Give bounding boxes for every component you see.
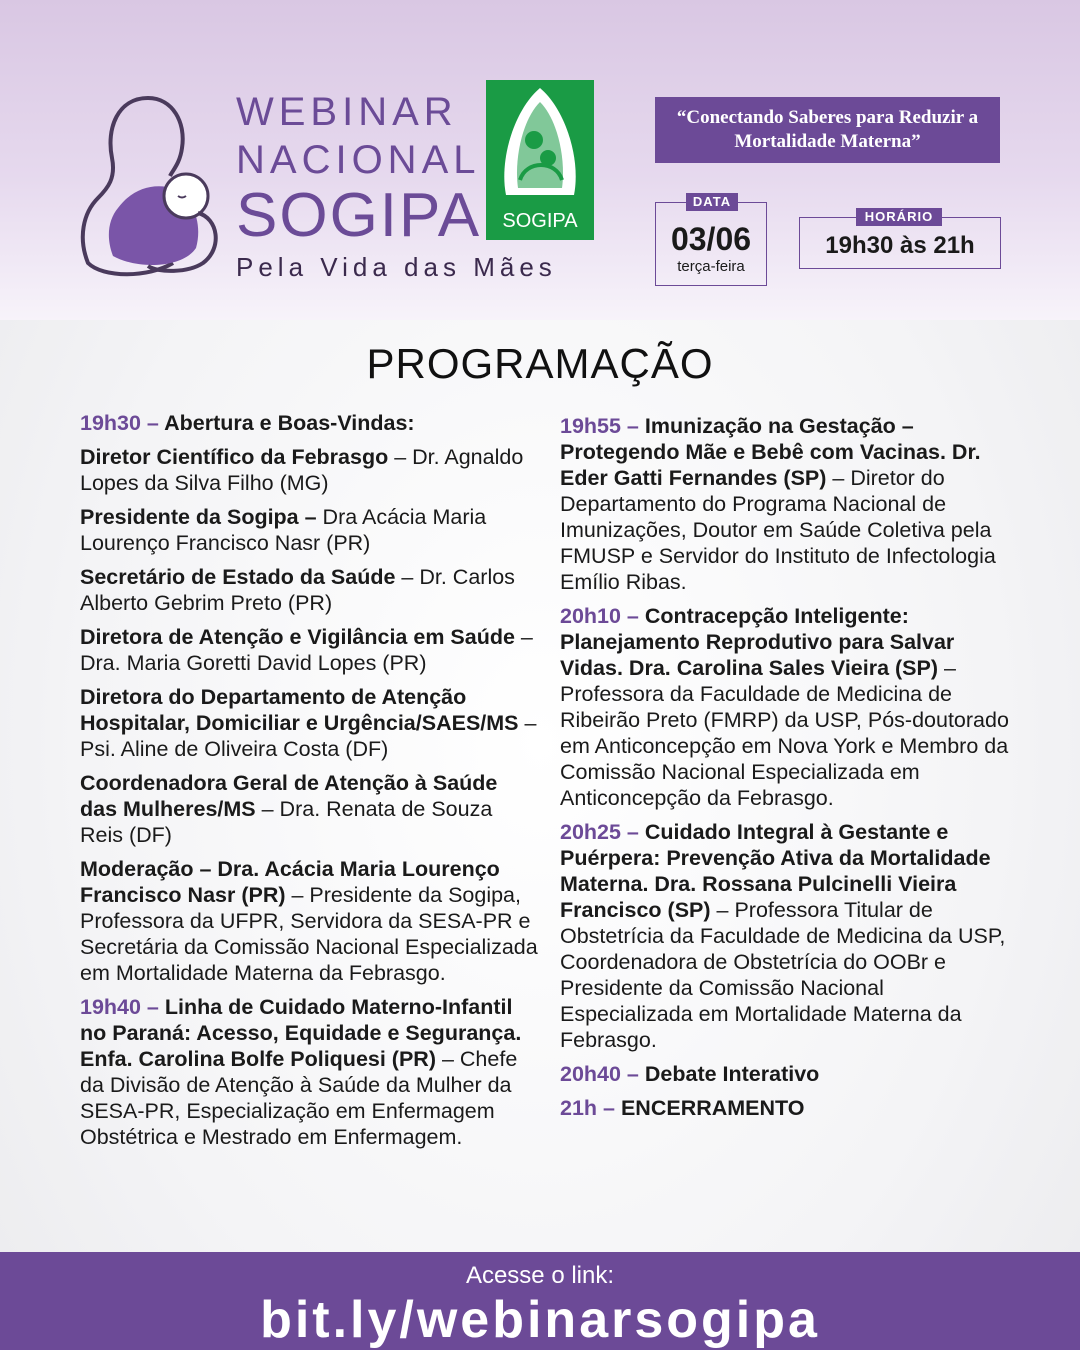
program-item: 20h10 – Contracepção Inteligente: Planejamento Reprodutivo para Salvar Vidas. Dra. Carolina Sales Vieira (SP) – Professora da Faculdade de Medicina de Ribeirão Preto (FMRP) da USP, Pós-doutorado em Anticoncepção em Nova York e Membro da Comissão Nacional Especializada em Anticoncepção da Febrasgo. bbox=[560, 604, 1009, 810]
program-item: 19h30 – Abertura e Boas-Vindas: bbox=[80, 411, 415, 435]
time-box bbox=[799, 209, 1001, 269]
tagline: Pela Vida das Mães bbox=[236, 252, 557, 282]
program-item: Diretora do Departamento de Atenção Hospitalar, Domiciliar e Urgência/SAES/MS – Psi. Aline de Oliveira Costa (DF) bbox=[80, 685, 537, 761]
program-item: Coordenadora Geral de Atenção à Saúde das Mulheres/MS – Dra. Renata de Souza Reis (DF) bbox=[80, 771, 498, 847]
brand-line1: WEBINAR bbox=[236, 90, 458, 134]
brand-line3: SOGIPA bbox=[236, 181, 482, 250]
brand-title bbox=[236, 88, 486, 248]
webinar-link[interactable]: bit.ly/webinarsogipa bbox=[260, 1291, 820, 1349]
footer-label: Acesse o link: bbox=[465, 1262, 615, 1289]
sogipa-logo-label: SOGIPA bbox=[502, 210, 578, 232]
program-item: 19h55 – Imunização na Gestação – Protegendo Mãe e Bebê com Vacinas. Dr. Eder Gatti Fernandes (SP) – Diretor do Departamento do Programa Nacional de Imunizações, Doutor em Saúde Coletiva pela FMUSP e Servidor do Instituto de Infectologia Emílio Ribas. bbox=[560, 414, 996, 594]
program-title: PROGRAMAÇÃO bbox=[366, 340, 714, 387]
program-item: 20h25 – Cuidado Integral à Gestante e Puérpera: Prevenção Ativa da Mortalidade Materna. Dra. Rossana Pulcinelli Vieira Francisco (SP) – Professora Titular de Obstetrícia da Faculdade de Medicina da USP, Coordenadora de Obstetrícia do OOBr e Presidente da Comissão Nacional Especializada em Mortalidade Materna da Febrasgo. bbox=[560, 820, 1006, 1052]
slogan-banner: “Conectando Saberes para Reduzir a Mortalidade Materna” bbox=[655, 97, 1000, 163]
mother-baby-icon bbox=[78, 88, 228, 278]
program-item: Moderação – Dra. Acácia Maria Lourenço Francisco Nasr (PR) – Presidente da Sogipa, Professora da UFPR, Servidora da SESA-PR e Secretária da Comissão Nacional Especializada em Mortalidade Materna da Febrasgo. bbox=[80, 857, 538, 985]
program-item: 19h40 – Linha de Cuidado Materno-Infantil no Paraná: Acesso, Equidade e Segurança. Enfa. Carolina Bolfe Poliquesi (PR) – Chefe da Divisão de Atenção à Saúde da Mulher da SESA-PR, Especialização em Enfermagem Obstétrica e Mestrado em Enfermagem. bbox=[80, 995, 522, 1149]
program-item: Diretor Científico da Febrasgo – Dr. Agnaldo Lopes da Silva Filho (MG) bbox=[80, 445, 524, 495]
date-box bbox=[655, 194, 767, 286]
time-value: 19h30 às 21h bbox=[825, 232, 975, 259]
brand-line2: NACIONAL bbox=[236, 138, 481, 182]
program-item: 20h40 – Debate Interativo bbox=[560, 1062, 820, 1086]
date-value: 03/06 bbox=[670, 221, 752, 257]
header-banner bbox=[0, 0, 1080, 320]
program-item: Diretora de Atenção e Vigilância em Saúde – Dra. Maria Goretti David Lopes (PR) bbox=[80, 625, 533, 675]
program-item: Secretário de Estado da Saúde – Dr. Carlos Alberto Gebrim Preto (PR) bbox=[80, 565, 515, 615]
program-item: Presidente da Sogipa – Dra Acácia Maria Lourenço Francisco Nasr (PR) bbox=[80, 505, 487, 555]
date-weekday: terça-feira bbox=[677, 258, 745, 275]
program-column-left bbox=[80, 410, 540, 1158]
footer-banner bbox=[0, 1252, 1080, 1350]
program-column-right bbox=[560, 413, 1010, 1129]
time-label: HORÁRIO bbox=[856, 208, 942, 226]
date-label: DATA bbox=[686, 193, 738, 211]
program-item: 21h – ENCERRAMENTO bbox=[560, 1096, 805, 1120]
